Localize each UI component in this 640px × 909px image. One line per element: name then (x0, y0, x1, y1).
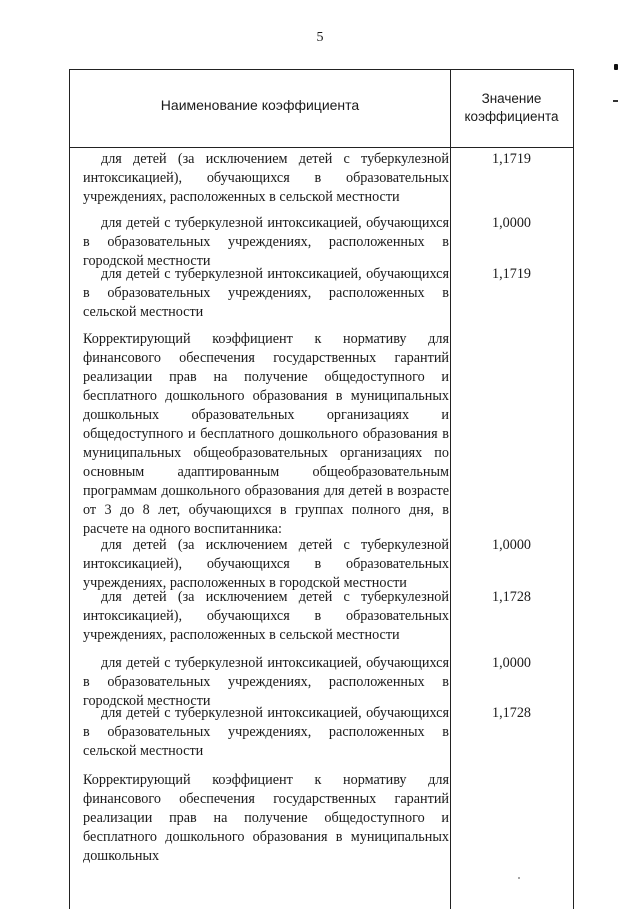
coefficient-value: 1,0000 (491, 655, 531, 671)
coefficient-value: 1,0000 (491, 215, 531, 231)
coefficient-name: для детей (за исключением детей с туберкулезной интоксикацией), обучающихся в образовательных учреждениях, расположенных в городской местности (83, 537, 449, 591)
header-value-line2: коэффициента (464, 109, 559, 124)
coefficient-value: 1,1719 (491, 151, 531, 167)
header-divider (70, 147, 573, 148)
scan-mark (614, 64, 618, 70)
coefficient-value: 1,1728 (491, 589, 531, 605)
coefficient-name: для детей с туберкулезной интоксикацией, обучающихся в образовательных учреждениях, расположенных в сельской местности (83, 705, 449, 759)
coefficient-value: 1,1728 (491, 705, 531, 721)
header-value-line1: Значение (481, 91, 542, 106)
coefficient-name: для детей с туберкулезной интоксикацией, обучающихся в образовательных учреждениях, расположенных в городской местности (83, 655, 449, 709)
coefficient-value: 1,0000 (491, 537, 531, 553)
scan-mark (613, 100, 618, 102)
column-divider (450, 70, 451, 909)
header-coefficient-value (451, 90, 572, 126)
header-coefficient-name: Наименование коэффициента (160, 97, 360, 113)
coefficient-name: для детей с туберкулезной интоксикацией, обучающихся в образовательных учреждениях, расположенных в сельской местности (83, 266, 449, 320)
coefficient-name: для детей с туберкулезной интоксикацией, обучающихся в образовательных учреждениях, расположенных в городской местности (83, 215, 449, 269)
coefficient-name: для детей (за исключением детей с туберкулезной интоксикацией), обучающихся в образовательных учреждениях, расположенных в сельской местности (83, 589, 449, 643)
coefficient-section-heading: Корректирующий коэффициент к нормативу для финансового обеспечения государственных гарантий реализации прав на получение общедоступного и бесплатного дошкольного образования в муниципальных дошкольных (83, 772, 449, 864)
coefficient-table (69, 69, 574, 909)
coefficient-section-heading: Корректирующий коэффициент к нормативу для финансового обеспечения государственных гарантий реализации прав на получение общедоступного и бесплатного дошкольного образования в муниципальных дошкольных образовательных организациях и общедоступного и бесплатного дошкольного образования в муниципальных общеобразовательных организациях по основным адаптированным общеобразовательным программам дошкольного образования для детей в возрасте от 3 до 8 лет, обучающихся в группах полного дня, в расчете на одного воспитанника: (83, 331, 449, 537)
page-number: 5 (316, 30, 324, 45)
coefficient-name: для детей (за исключением детей с туберкулезной интоксикацией), обучающихся в образовательных учреждениях, расположенных в сельской местности (83, 151, 449, 205)
coefficient-value: 1,1719 (491, 266, 531, 282)
